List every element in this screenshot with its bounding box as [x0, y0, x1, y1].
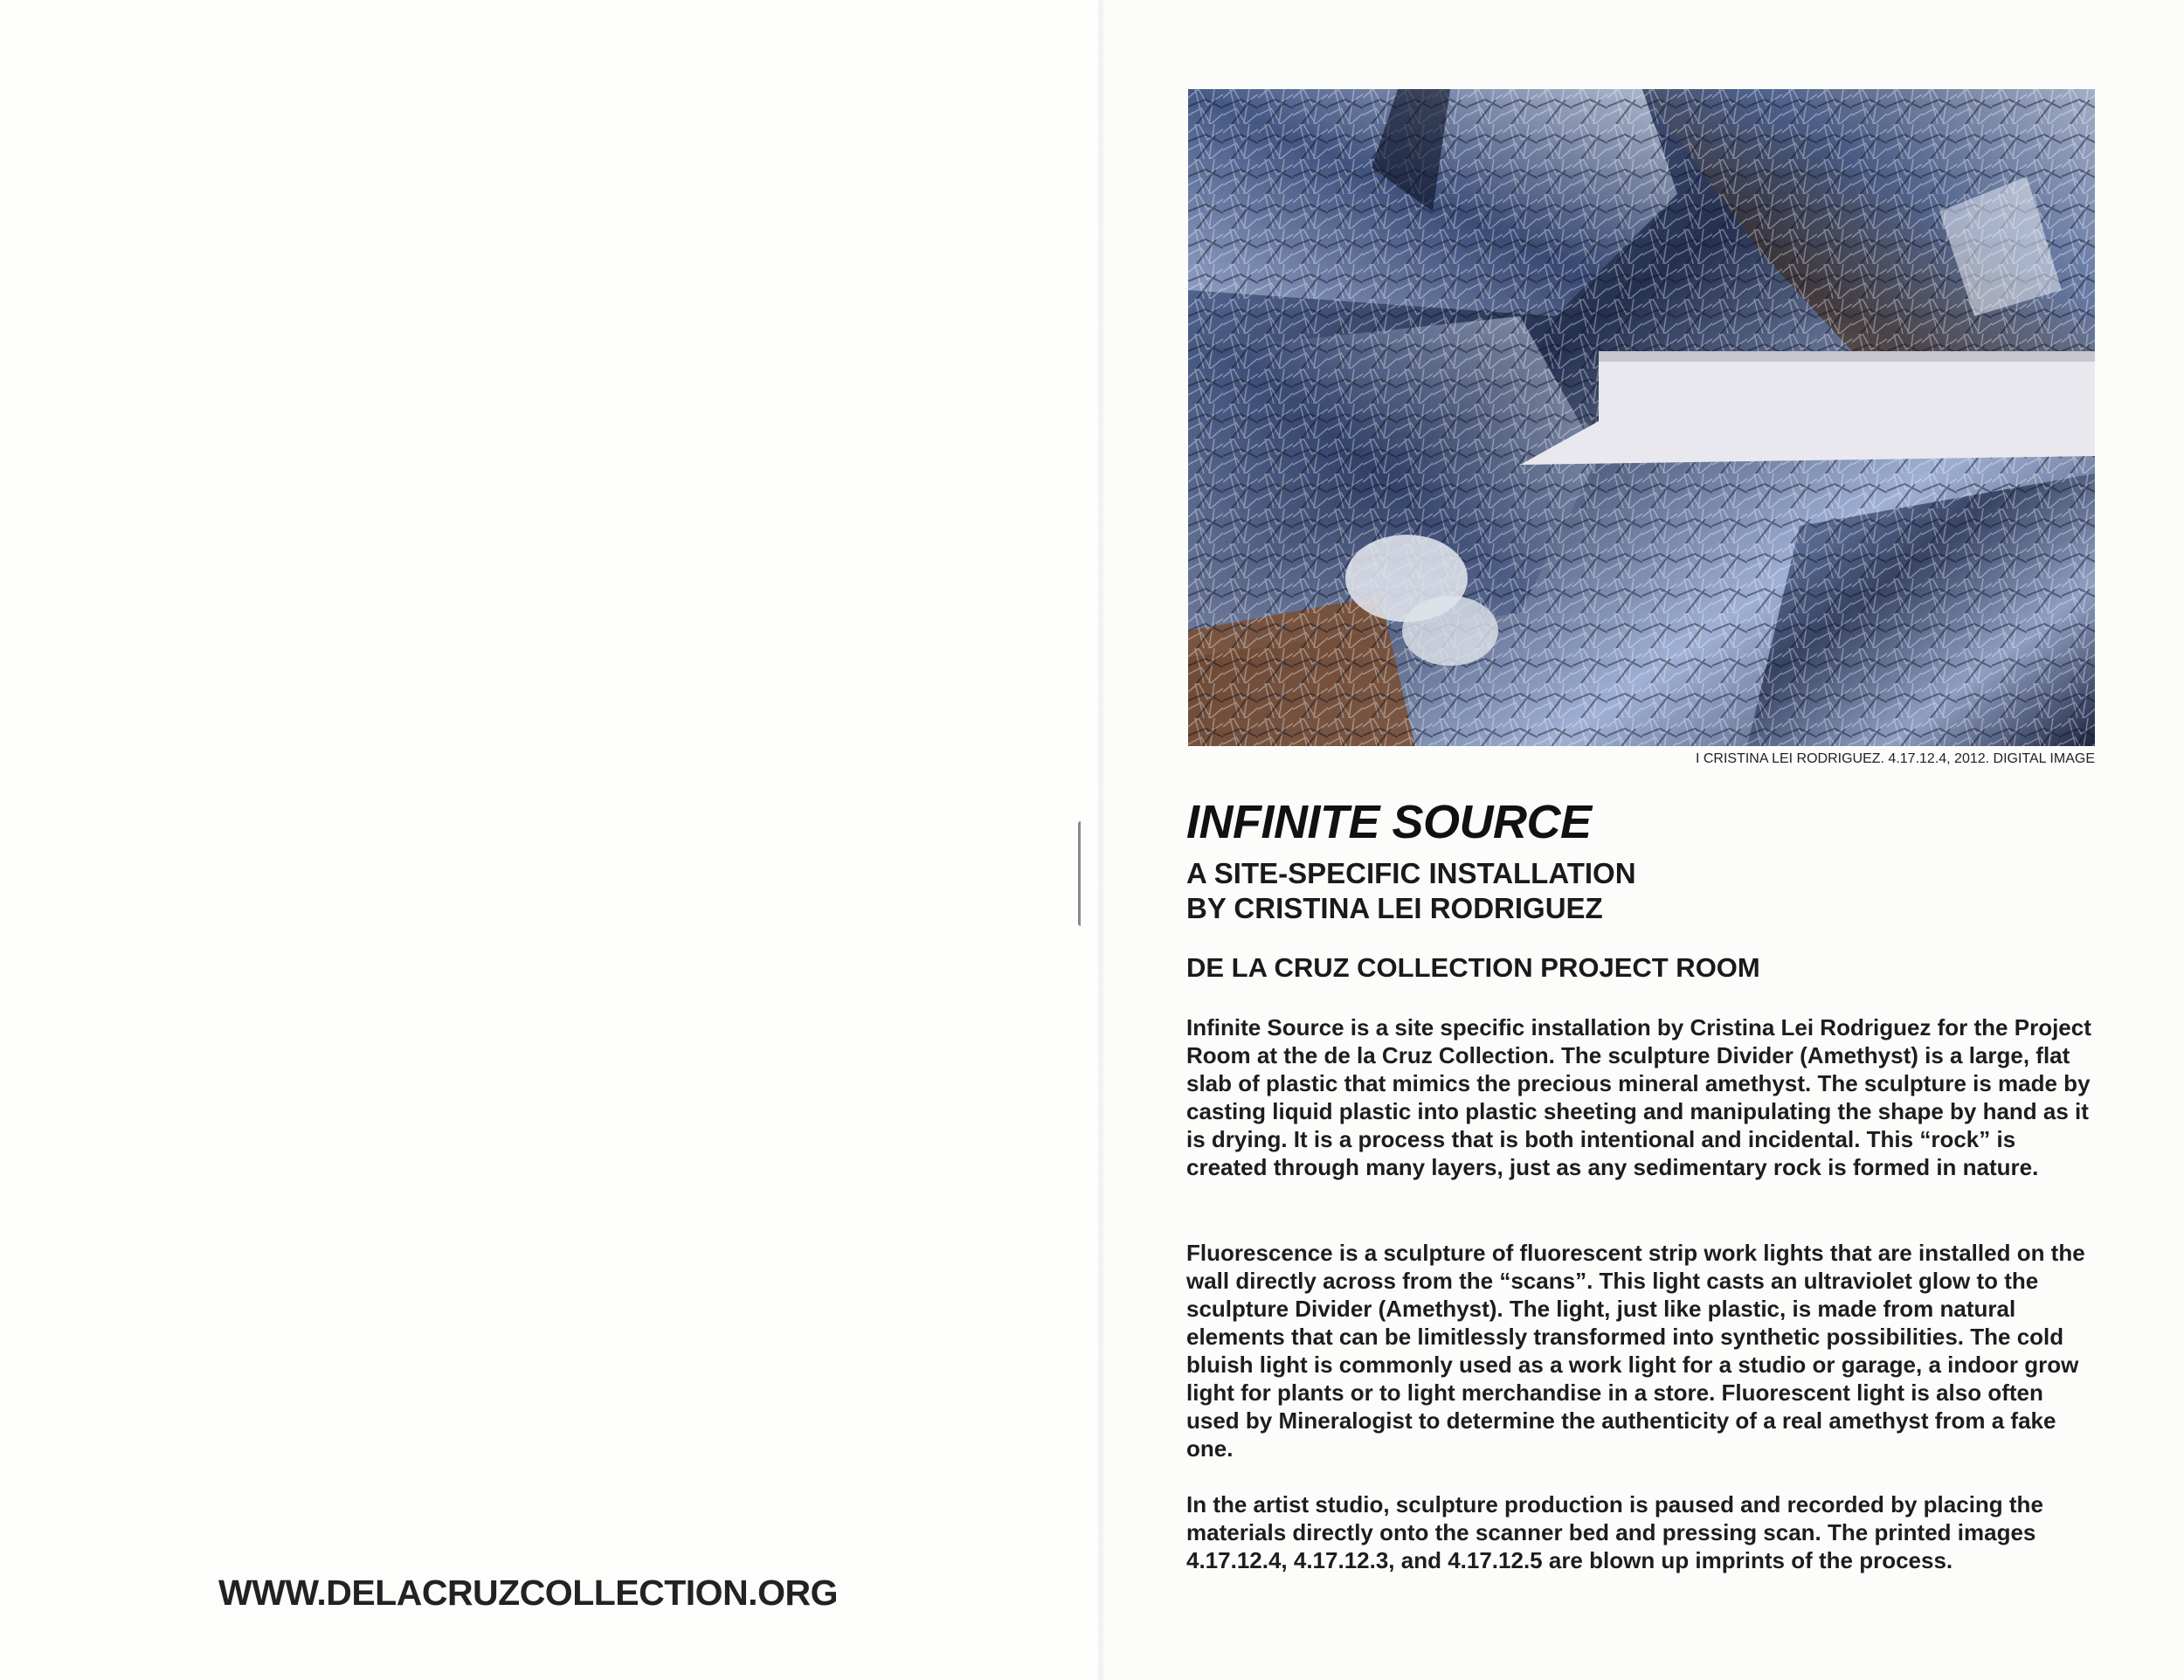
subtitle-line-2: BY CRISTINA LEI RODRIGUEZ [1186, 892, 1603, 924]
paragraph-2: Fluorescence is a sculpture of fluorescent strip work lights that are installed on the wall directly across from the “scans”. This light casts an ultraviolet glow to the sculpture Divider (Amethyst). The light, just like plastic, is made from natural elements that can be limitlessly transformed into synthetic possibilities. The cold bluish light is commonly used as a work light for a studio or garage, a indoor grow light for plants or to light merchandise in a store. Fluorescent light is also often used by Mineralogist to determine the authenticity of a real amethyst from a fake one. [1186, 1240, 2085, 1462]
paragraph-1: Infinite Source is a site specific installation by Cristina Lei Rodriguez for the Project Room at the de la Cruz Collection. The sculpture Divider (Amethyst) is a large, flat slab of plastic that mimics the precious mineral amethyst. The sculpture is made by casting liquid plastic into plastic sheeting and manipulating the shape by hand as it is drying. It is a process that is both intentional and incidental. This “rock” is created through many layers, just as any sedimentary rock is formed in nature. [1186, 1014, 2091, 1180]
image-caption: I CRISTINA LEI RODRIGUEZ. 4.17.12.4, 2012. DIGITAL IMAGE [1695, 751, 2095, 766]
page-title: INFINITE SOURCE [1186, 796, 1592, 848]
page-fold [1096, 0, 1105, 1680]
paragraph-3: In the artist studio, sculpture production is paused and recorded by placing the materials directly onto the scanner bed and pressing scan. The printed images 4.17.12.4, 4.17.12.3, and 4.17.12.5 are blown up imprints of the process. [1186, 1491, 2043, 1573]
project-room-heading: DE LA CRUZ COLLECTION PROJECT ROOM [1186, 952, 1760, 983]
staple [1078, 821, 1088, 926]
website-url[interactable]: WWW.DELACRUZCOLLECTION.ORG [218, 1573, 838, 1613]
crumpled-foil-image [1188, 89, 2095, 746]
subtitle-line-1: A SITE-SPECIFIC INSTALLATION [1186, 857, 1636, 889]
subtitle [1186, 856, 1636, 926]
artwork-image [1188, 89, 2095, 746]
